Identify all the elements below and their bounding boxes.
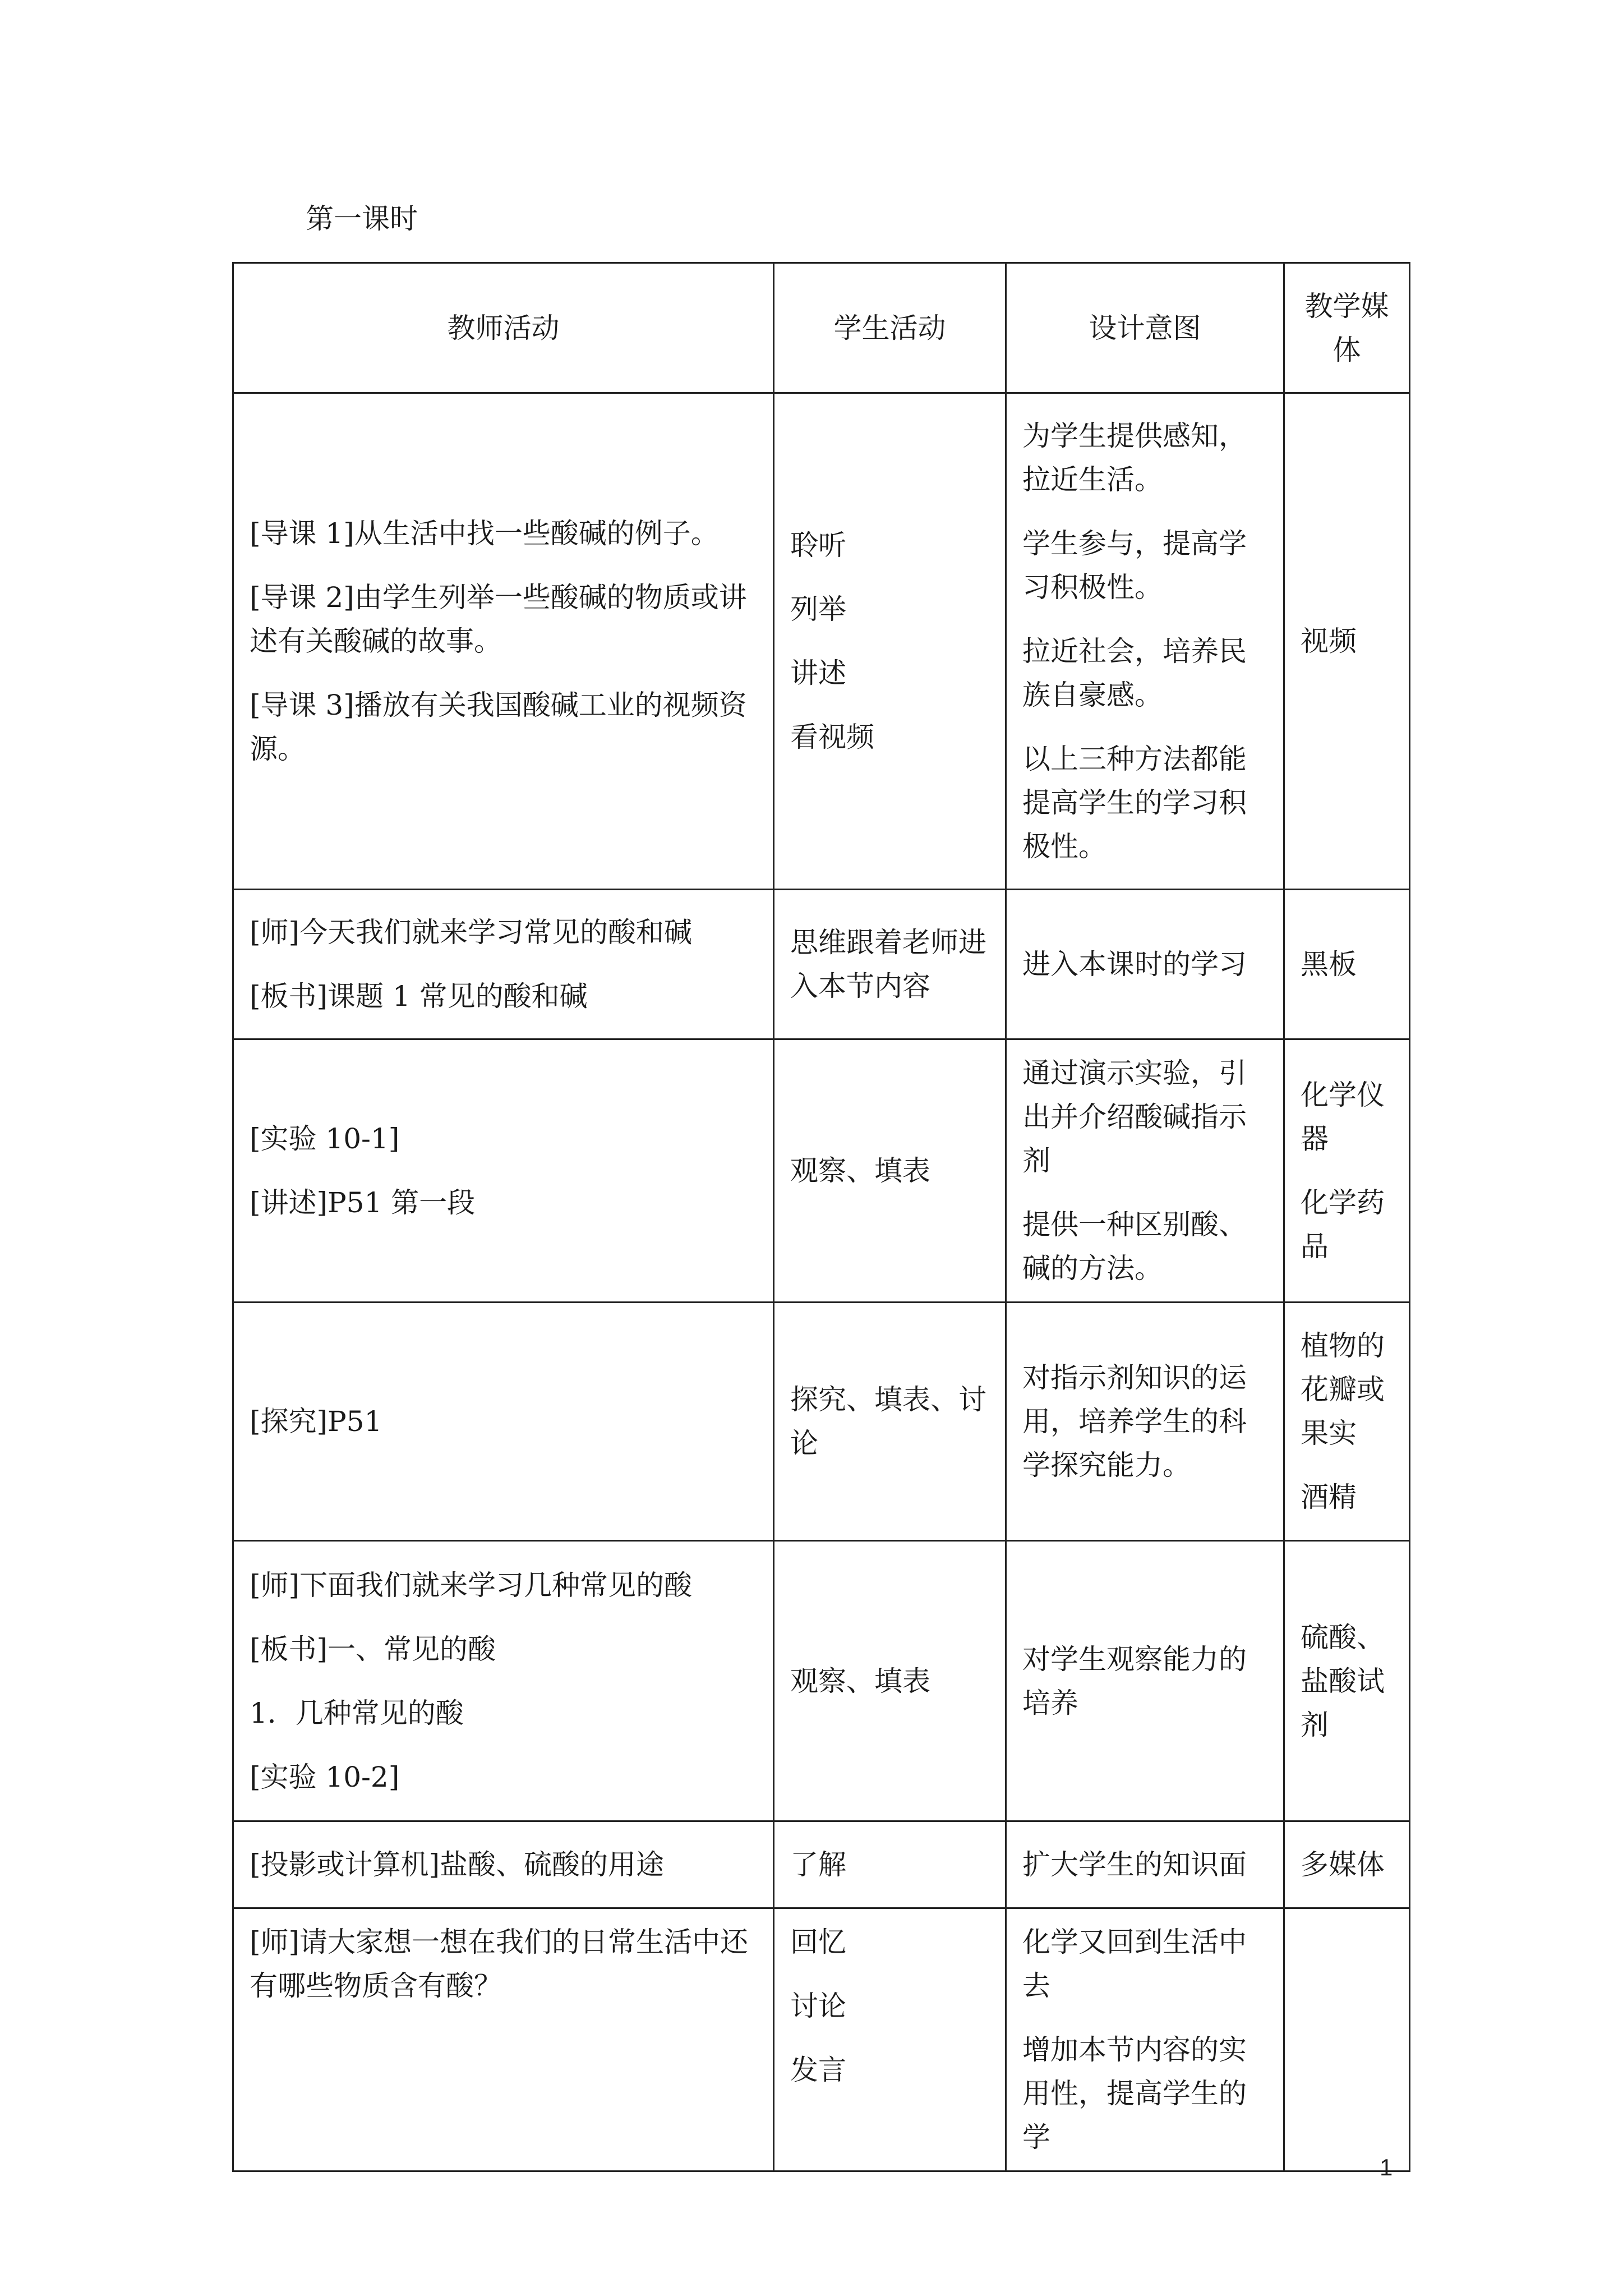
table-body [233,393,1410,2171]
cell-text-line: 增加本节内容的实用性，提高学生的学 [1022,2033,1247,2154]
cell-text-line: 以上三种方法都能提高学生的学习积极性。 [1022,743,1247,863]
teacher-activity-cell [233,1821,774,1908]
teaching-media-cell [1284,393,1410,890]
cell-text-line: [师]下面我们就来学习几种常见的酸 [250,1568,693,1602]
cell-text-line: 发言 [790,2054,846,2086]
table-row [233,1908,1410,2171]
header-teacher-activity: 教师活动 [233,263,774,393]
cell-text-line: [实验 10-2] [250,1760,400,1793]
cell-text-line: 黑板 [1301,948,1357,981]
cell-text-line: 学生参与，提高学习积极性。 [1022,527,1247,604]
teaching-media-cell [1284,1303,1410,1541]
student-activity-cell [774,890,1006,1039]
cell-text-line: 聆听 [790,529,846,562]
cell-text-line: 提供一种区别酸、碱的方法。 [1022,1208,1247,1285]
cell-text-line: 硫酸、盐酸试剂 [1301,1621,1385,1741]
cell-text-line: [探究]P51 [250,1405,382,1438]
cell-text-line: 探究、填表、讨论 [790,1383,986,1460]
header-teaching-media: 教学媒体 [1284,263,1410,393]
cell-text-line: 回忆 [790,1926,846,1958]
cell-text-line: 视频 [1301,625,1357,657]
student-activity-cell [774,1541,1006,1821]
cell-text-line: 化学药品 [1301,1186,1385,1263]
teaching-media-cell [1284,1039,1410,1303]
cell-text-line: 进入本课时的学习 [1022,948,1247,981]
cell-text-line: [板书]课题 1 常见的酸和碱 [250,980,588,1013]
cell-text-line: 通过演示实验，引出并介绍酸碱指示剂 [1022,1057,1247,1177]
cell-text-line: [板书]一、常见的酸 [250,1632,496,1665]
table-row [233,1821,1410,1908]
design-intent-cell [1006,1908,1284,2171]
cell-text-line: [师]今天我们就来学习常见的酸和碱 [250,916,693,949]
cell-text-line: [投影或计算机]盐酸、硫酸的用途 [250,1848,665,1881]
student-activity-cell [774,1821,1006,1908]
design-intent-cell [1006,1541,1284,1821]
cell-text-line: [师]请大家想一想在我们的日常生活中还有哪些物质含有酸？ [250,1926,749,2002]
cell-text-line: 化学仪器 [1301,1079,1385,1155]
design-intent-cell [1006,1303,1284,1541]
cell-text-line: [导课 1]从生活中找一些酸碱的例子。 [250,517,719,550]
teacher-activity-cell [233,890,774,1039]
cell-text-line: 化学又回到生活中去 [1022,1926,1247,2002]
cell-text-line: 拉近社会，培养民族自豪感。 [1022,635,1247,711]
teaching-media-cell [1284,1908,1410,2171]
student-activity-cell [774,1908,1006,2171]
cell-text-line: 讲述 [790,657,846,689]
teacher-activity-cell [233,1908,774,2171]
lesson-plan-table [232,262,1410,2172]
cell-text-line: 观察、填表 [790,1154,930,1187]
header-student-activity: 学生活动 [774,263,1006,393]
table-row [233,1303,1410,1541]
teaching-media-cell [1284,1541,1410,1821]
cell-text-line: 观察、填表 [790,1664,930,1697]
cell-text-line: 对学生观察能力的培养 [1022,1642,1247,1719]
cell-text-line: 列举 [790,593,846,625]
cell-text-line: 1．几种常见的酸 [250,1696,464,1729]
teacher-activity-cell [233,1039,774,1303]
design-intent-cell [1006,393,1284,890]
teaching-media-cell [1284,1821,1410,1908]
header-design-intent: 设计意图 [1006,263,1284,393]
cell-text-line: [实验 10-1] [250,1122,400,1155]
design-intent-cell [1006,1039,1284,1303]
table-header-row [233,263,1410,393]
design-intent-cell [1006,890,1284,1039]
teaching-media-cell [1284,890,1410,1039]
table-row [233,890,1410,1039]
teacher-activity-cell [233,1303,774,1541]
cell-text-line: 扩大学生的知识面 [1022,1848,1247,1881]
teacher-activity-cell [233,393,774,890]
table-row [233,1541,1410,1821]
teacher-activity-cell [233,1541,774,1821]
cell-text-line: [导课 2]由学生列举一些酸碱的物质或讲述有关酸碱的故事。 [250,581,747,657]
cell-text-line: 多媒体 [1301,1848,1385,1881]
cell-text-line: 酒精 [1301,1481,1357,1513]
cell-text-line: 对指示剂知识的运用，培养学生的科学探究能力。 [1022,1361,1247,1481]
cell-text-line: 了解 [790,1848,846,1881]
student-activity-cell [774,393,1006,890]
cell-text-line: [导课 3]播放有关我国酸碱工业的视频资源。 [250,689,747,765]
table-row [233,1039,1410,1303]
cell-text-line: 思维跟着老师进入本节内容 [790,926,986,1002]
page-number: 1 [1380,2154,1393,2180]
cell-text-line: 植物的花瓣或果实 [1301,1329,1385,1450]
cell-text-line: 为学生提供感知，拉近生活。 [1022,420,1247,496]
cell-text-line: [讲述]P51 第一段 [250,1186,476,1219]
student-activity-cell [774,1303,1006,1541]
cell-text-line: 讨论 [790,1990,846,2022]
design-intent-cell [1006,1821,1284,1908]
section-title: 第一课时 [306,203,418,235]
table-row [233,393,1410,890]
student-activity-cell [774,1039,1006,1303]
cell-text-line: 看视频 [790,721,874,753]
